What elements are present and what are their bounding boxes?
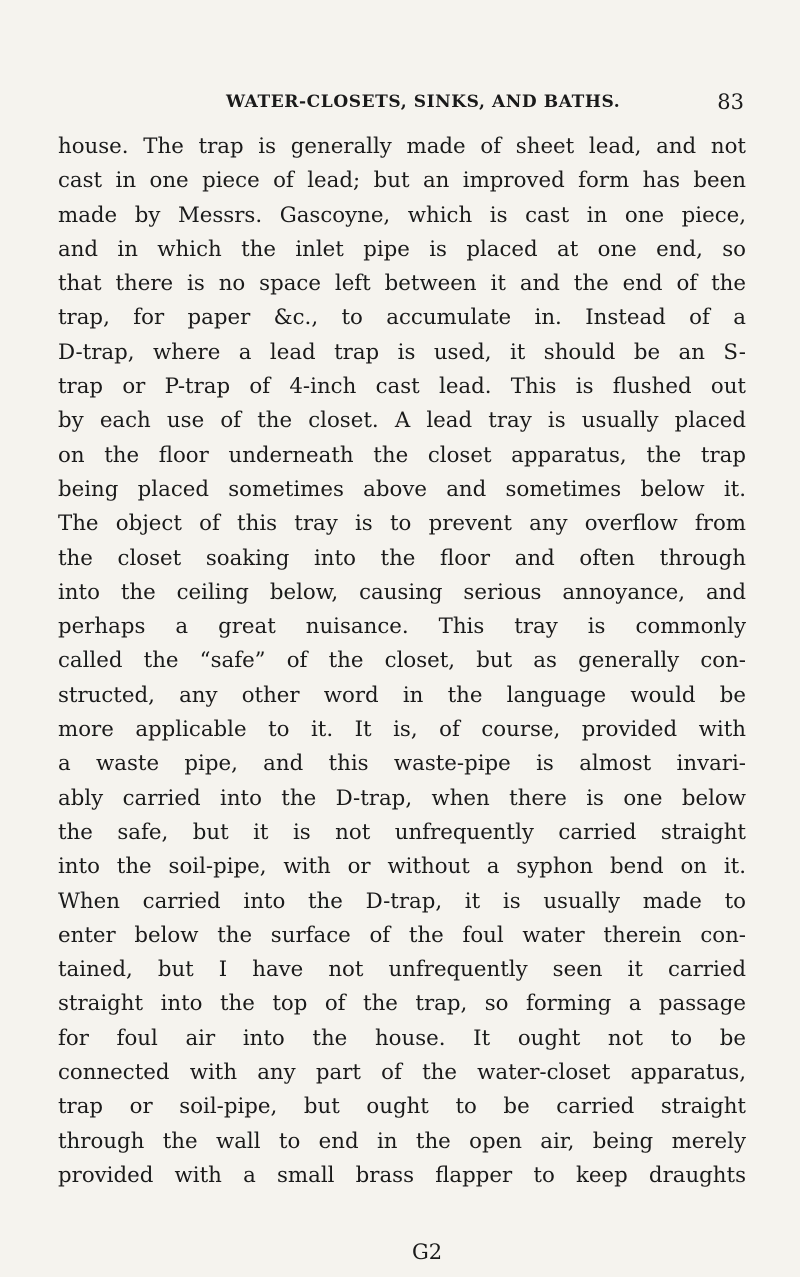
text-line: on the floor underneath the closet apparatus, the trap [58, 442, 746, 468]
text-line: the safe, but it is not unfrequently carried straight [58, 819, 746, 845]
text-line: for foul air into the house. It ought not to be [58, 1025, 746, 1051]
running-title: WATER-CLOSETS, SINKS, AND BATHS. [226, 92, 621, 112]
running-head [0, 87, 800, 117]
text-line: straight into the top of the trap, so forming a passage [58, 991, 746, 1017]
text-line: more applicable to it. It is, of course, provided with [58, 717, 746, 743]
text-line: provided with a small brass flapper to keep draughts [58, 1162, 746, 1188]
text-line: trap or soil-pipe, but ought to be carried straight [58, 1094, 746, 1120]
text-line: structed, any other word in the language would be [58, 682, 746, 708]
signature-mark: G2 [412, 1240, 443, 1264]
text-line: connected with any part of the water-closet apparatus, [58, 1060, 746, 1086]
text-line: and in which the inlet pipe is placed at one end, so [58, 236, 746, 262]
text-line: the closet soaking into the floor and often through [58, 545, 746, 571]
text-line: trap or P-trap of 4-inch cast lead. This is flushed out [58, 374, 746, 400]
text-line: being placed sometimes above and sometimes below it. [58, 476, 746, 502]
text-line: through the wall to end in the open air, being merely [58, 1128, 746, 1154]
text-line: by each use of the closet. A lead tray is usually placed [58, 408, 746, 434]
text-line: enter below the surface of the foul water therein con- [58, 922, 746, 948]
body-text [58, 130, 746, 1193]
text-line: perhaps a great nuisance. This tray is commonly [58, 614, 746, 640]
text-line: ably carried into the D-trap, when there is one below [58, 785, 746, 811]
page-number: 83 [717, 90, 744, 114]
text-line: tained, but I have not unfrequently seen it carried [58, 957, 746, 983]
text-line: The object of this tray is to prevent any overflow from [58, 511, 746, 537]
text-line: trap, for paper &c., to accumulate in. Instead of a [58, 305, 746, 331]
text-line: cast in one piece of lead; but an improved form has been [58, 168, 746, 194]
text-line: made by Messrs. Gascoyne, which is cast in one piece, [58, 202, 746, 228]
text-line: that there is no space left between it and the end of the [58, 271, 746, 297]
text-line: house. The trap is generally made of sheet lead, and not [58, 134, 746, 159]
text-line: into the soil-pipe, with or without a syphon bend on it. [58, 854, 746, 880]
text-line: D-trap, where a lead trap is used, it should be an S- [58, 339, 746, 365]
text-line: called the “safe” of the closet, but as generally con- [58, 648, 746, 674]
text-line: When carried into the D-trap, it is usually made to [58, 888, 746, 914]
text-line: into the ceiling below, causing serious annoyance, and [58, 579, 746, 605]
text-line: a waste pipe, and this waste-pipe is almost invari- [58, 751, 746, 777]
